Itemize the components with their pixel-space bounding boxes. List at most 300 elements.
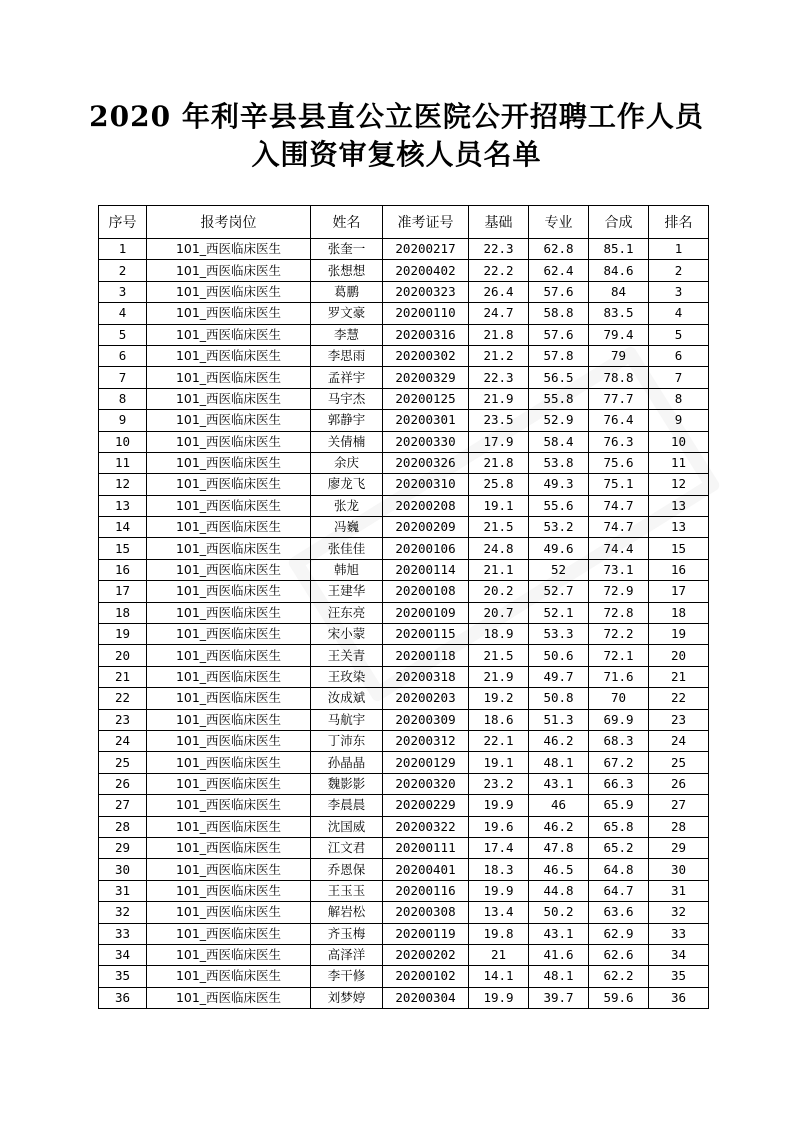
cell-index: 11	[99, 452, 147, 473]
cell-total-score: 66.3	[589, 773, 649, 794]
cell-rank: 16	[649, 559, 709, 580]
cell-name: 李慧	[311, 324, 383, 345]
cell-rank: 17	[649, 581, 709, 602]
table-row	[99, 795, 709, 816]
cell-exam-number: 20200110	[383, 303, 469, 324]
cell-name: 葛鹏	[311, 281, 383, 302]
cell-index: 6	[99, 345, 147, 366]
cell-professional-score: 51.3	[529, 709, 589, 730]
cell-total-score: 65.2	[589, 837, 649, 858]
cell-name: 解岩松	[311, 902, 383, 923]
header-position: 报考岗位	[147, 206, 311, 239]
cell-name: 汝成斌	[311, 688, 383, 709]
cell-basic-score: 13.4	[469, 902, 529, 923]
cell-position: 101_西医临床医生	[147, 431, 311, 452]
cell-name: 韩旭	[311, 559, 383, 580]
cell-position: 101_西医临床医生	[147, 880, 311, 901]
cell-name: 关倩楠	[311, 431, 383, 452]
table-body	[99, 239, 709, 1009]
cell-basic-score: 21.9	[469, 388, 529, 409]
cell-professional-score: 39.7	[529, 987, 589, 1008]
cell-position: 101_西医临床医生	[147, 324, 311, 345]
cell-index: 5	[99, 324, 147, 345]
cell-name: 齐玉梅	[311, 923, 383, 944]
cell-professional-score: 50.8	[529, 688, 589, 709]
cell-basic-score: 21.1	[469, 559, 529, 580]
cell-position: 101_西医临床医生	[147, 495, 311, 516]
cell-name: 王玫染	[311, 666, 383, 687]
cell-professional-score: 50.2	[529, 902, 589, 923]
cell-professional-score: 53.3	[529, 624, 589, 645]
cell-exam-number: 20200309	[383, 709, 469, 730]
cell-name: 马宇杰	[311, 388, 383, 409]
table-row	[99, 452, 709, 473]
cell-exam-number: 20200312	[383, 730, 469, 751]
cell-total-score: 74.7	[589, 495, 649, 516]
cell-exam-number: 20200320	[383, 773, 469, 794]
cell-total-score: 72.2	[589, 624, 649, 645]
table-row	[99, 709, 709, 730]
cell-total-score: 75.1	[589, 474, 649, 495]
header-index: 序号	[99, 206, 147, 239]
table-row	[99, 966, 709, 987]
header-total-score: 合成	[589, 206, 649, 239]
cell-rank: 3	[649, 281, 709, 302]
cell-position: 101_西医临床医生	[147, 281, 311, 302]
cell-exam-number: 20200330	[383, 431, 469, 452]
cell-index: 4	[99, 303, 147, 324]
cell-name: 乔恩保	[311, 859, 383, 880]
cell-professional-score: 41.6	[529, 944, 589, 965]
cell-total-score: 59.6	[589, 987, 649, 1008]
cell-position: 101_西医临床医生	[147, 345, 311, 366]
cell-name: 李思雨	[311, 345, 383, 366]
cell-basic-score: 21.8	[469, 452, 529, 473]
cell-name: 冯巍	[311, 517, 383, 538]
cell-total-score: 74.7	[589, 517, 649, 538]
cell-rank: 5	[649, 324, 709, 345]
cell-exam-number: 20200402	[383, 260, 469, 281]
cell-name: 张想想	[311, 260, 383, 281]
table-row	[99, 688, 709, 709]
cell-professional-score: 52	[529, 559, 589, 580]
cell-basic-score: 19.6	[469, 816, 529, 837]
cell-position: 101_西医临床医生	[147, 517, 311, 538]
cell-name: 魏影影	[311, 773, 383, 794]
table-row	[99, 773, 709, 794]
cell-professional-score: 48.1	[529, 966, 589, 987]
cell-index: 2	[99, 260, 147, 281]
cell-basic-score: 19.9	[469, 987, 529, 1008]
table-row	[99, 495, 709, 516]
cell-exam-number: 20200102	[383, 966, 469, 987]
cell-index: 28	[99, 816, 147, 837]
cell-position: 101_西医临床医生	[147, 837, 311, 858]
cell-exam-number: 20200116	[383, 880, 469, 901]
cell-total-score: 67.2	[589, 752, 649, 773]
cell-exam-number: 20200208	[383, 495, 469, 516]
cell-name: 沈国威	[311, 816, 383, 837]
cell-name: 罗文豪	[311, 303, 383, 324]
table-row	[99, 367, 709, 388]
cell-index: 16	[99, 559, 147, 580]
cell-rank: 10	[649, 431, 709, 452]
cell-professional-score: 62.8	[529, 239, 589, 260]
cell-index: 26	[99, 773, 147, 794]
cell-total-score: 79.4	[589, 324, 649, 345]
cell-total-score: 62.6	[589, 944, 649, 965]
cell-exam-number: 20200106	[383, 538, 469, 559]
cell-position: 101_西医临床医生	[147, 645, 311, 666]
cell-basic-score: 14.1	[469, 966, 529, 987]
cell-professional-score: 53.8	[529, 452, 589, 473]
cell-basic-score: 21.5	[469, 645, 529, 666]
cell-exam-number: 20200302	[383, 345, 469, 366]
cell-total-score: 73.1	[589, 559, 649, 580]
cell-rank: 20	[649, 645, 709, 666]
cell-index: 29	[99, 837, 147, 858]
cell-index: 3	[99, 281, 147, 302]
header-exam-number: 准考证号	[383, 206, 469, 239]
cell-rank: 13	[649, 517, 709, 538]
cell-rank: 35	[649, 966, 709, 987]
cell-index: 24	[99, 730, 147, 751]
cell-rank: 21	[649, 666, 709, 687]
table-row	[99, 944, 709, 965]
cell-basic-score: 17.4	[469, 837, 529, 858]
table-row	[99, 816, 709, 837]
cell-exam-number: 20200323	[383, 281, 469, 302]
cell-name: 高泽洋	[311, 944, 383, 965]
cell-name: 汪东亮	[311, 602, 383, 623]
cell-index: 1	[99, 239, 147, 260]
cell-position: 101_西医临床医生	[147, 730, 311, 751]
cell-rank: 6	[649, 345, 709, 366]
cell-professional-score: 52.1	[529, 602, 589, 623]
cell-professional-score: 46.2	[529, 816, 589, 837]
table-row	[99, 388, 709, 409]
cell-professional-score: 46.2	[529, 730, 589, 751]
cell-rank: 25	[649, 752, 709, 773]
cell-total-score: 72.8	[589, 602, 649, 623]
cell-rank: 11	[649, 452, 709, 473]
cell-position: 101_西医临床医生	[147, 966, 311, 987]
cell-total-score: 77.7	[589, 388, 649, 409]
table-row	[99, 645, 709, 666]
cell-professional-score: 43.1	[529, 923, 589, 944]
cell-basic-score: 18.9	[469, 624, 529, 645]
table-row	[99, 517, 709, 538]
cell-exam-number: 20200217	[383, 239, 469, 260]
cell-basic-score: 26.4	[469, 281, 529, 302]
cell-rank: 7	[649, 367, 709, 388]
table-row	[99, 559, 709, 580]
cell-basic-score: 21.9	[469, 666, 529, 687]
cell-exam-number: 20200316	[383, 324, 469, 345]
table-row	[99, 987, 709, 1008]
cell-index: 10	[99, 431, 147, 452]
cell-rank: 2	[649, 260, 709, 281]
cell-exam-number: 20200108	[383, 581, 469, 602]
cell-rank: 30	[649, 859, 709, 880]
cell-index: 20	[99, 645, 147, 666]
cell-exam-number: 20200202	[383, 944, 469, 965]
cell-name: 江文君	[311, 837, 383, 858]
cell-rank: 8	[649, 388, 709, 409]
cell-position: 101_西医临床医生	[147, 944, 311, 965]
cell-basic-score: 19.1	[469, 752, 529, 773]
cell-basic-score: 21	[469, 944, 529, 965]
cell-rank: 1	[649, 239, 709, 260]
cell-exam-number: 20200114	[383, 559, 469, 580]
cell-exam-number: 20200111	[383, 837, 469, 858]
cell-position: 101_西医临床医生	[147, 773, 311, 794]
cell-basic-score: 18.3	[469, 859, 529, 880]
cell-index: 14	[99, 517, 147, 538]
cell-exam-number: 20200301	[383, 410, 469, 431]
cell-rank: 29	[649, 837, 709, 858]
cell-position: 101_西医临床医生	[147, 859, 311, 880]
cell-professional-score: 56.5	[529, 367, 589, 388]
cell-total-score: 74.4	[589, 538, 649, 559]
cell-basic-score: 22.2	[469, 260, 529, 281]
cell-rank: 19	[649, 624, 709, 645]
cell-rank: 33	[649, 923, 709, 944]
cell-position: 101_西医临床医生	[147, 688, 311, 709]
table-row	[99, 345, 709, 366]
cell-exam-number: 20200329	[383, 367, 469, 388]
cell-position: 101_西医临床医生	[147, 624, 311, 645]
cell-basic-score: 22.3	[469, 239, 529, 260]
cell-exam-number: 20200119	[383, 923, 469, 944]
cell-rank: 24	[649, 730, 709, 751]
cell-professional-score: 47.8	[529, 837, 589, 858]
cell-professional-score: 57.8	[529, 345, 589, 366]
cell-total-score: 76.3	[589, 431, 649, 452]
cell-exam-number: 20200125	[383, 388, 469, 409]
cell-total-score: 84.6	[589, 260, 649, 281]
cell-total-score: 69.9	[589, 709, 649, 730]
cell-basic-score: 24.8	[469, 538, 529, 559]
cell-index: 8	[99, 388, 147, 409]
cell-index: 31	[99, 880, 147, 901]
cell-total-score: 76.4	[589, 410, 649, 431]
cell-basic-score: 23.2	[469, 773, 529, 794]
table-row	[99, 581, 709, 602]
cell-rank: 15	[649, 538, 709, 559]
cell-rank: 18	[649, 602, 709, 623]
cell-basic-score: 19.1	[469, 495, 529, 516]
cell-index: 27	[99, 795, 147, 816]
candidate-table	[98, 205, 709, 1009]
cell-index: 30	[99, 859, 147, 880]
cell-exam-number: 20200304	[383, 987, 469, 1008]
cell-total-score: 65.8	[589, 816, 649, 837]
cell-position: 101_西医临床医生	[147, 367, 311, 388]
cell-position: 101_西医临床医生	[147, 752, 311, 773]
cell-index: 35	[99, 966, 147, 987]
document-title-line2: 入围资审复核人员名单	[251, 138, 542, 171]
cell-position: 101_西医临床医生	[147, 388, 311, 409]
table-row	[99, 602, 709, 623]
cell-position: 101_西医临床医生	[147, 709, 311, 730]
cell-basic-score: 20.7	[469, 602, 529, 623]
cell-name: 孙晶晶	[311, 752, 383, 773]
table-row	[99, 239, 709, 260]
cell-rank: 22	[649, 688, 709, 709]
cell-professional-score: 49.3	[529, 474, 589, 495]
cell-name: 孟祥宇	[311, 367, 383, 388]
cell-exam-number: 20200203	[383, 688, 469, 709]
cell-total-score: 85.1	[589, 239, 649, 260]
cell-position: 101_西医临床医生	[147, 816, 311, 837]
cell-index: 7	[99, 367, 147, 388]
cell-name: 张龙	[311, 495, 383, 516]
cell-name: 王建华	[311, 581, 383, 602]
cell-basic-score: 19.2	[469, 688, 529, 709]
cell-index: 19	[99, 624, 147, 645]
cell-position: 101_西医临床医生	[147, 602, 311, 623]
cell-total-score: 83.5	[589, 303, 649, 324]
cell-name: 宋小蒙	[311, 624, 383, 645]
cell-total-score: 72.1	[589, 645, 649, 666]
cell-name: 李干修	[311, 966, 383, 987]
cell-index: 13	[99, 495, 147, 516]
cell-exam-number: 20200318	[383, 666, 469, 687]
cell-professional-score: 55.6	[529, 495, 589, 516]
cell-exam-number: 20200326	[383, 452, 469, 473]
cell-total-score: 75.6	[589, 452, 649, 473]
cell-position: 101_西医临床医生	[147, 239, 311, 260]
cell-basic-score: 20.2	[469, 581, 529, 602]
cell-professional-score: 50.6	[529, 645, 589, 666]
cell-total-score: 70	[589, 688, 649, 709]
header-professional-score: 专业	[529, 206, 589, 239]
cell-total-score: 62.9	[589, 923, 649, 944]
cell-professional-score: 57.6	[529, 324, 589, 345]
cell-basic-score: 22.3	[469, 367, 529, 388]
cell-index: 21	[99, 666, 147, 687]
cell-exam-number: 20200115	[383, 624, 469, 645]
cell-exam-number: 20200129	[383, 752, 469, 773]
cell-rank: 28	[649, 816, 709, 837]
header-basic-score: 基础	[469, 206, 529, 239]
cell-exam-number: 20200322	[383, 816, 469, 837]
cell-rank: 34	[649, 944, 709, 965]
cell-index: 17	[99, 581, 147, 602]
table-row	[99, 837, 709, 858]
cell-index: 12	[99, 474, 147, 495]
cell-index: 23	[99, 709, 147, 730]
table-row	[99, 666, 709, 687]
cell-name: 余庆	[311, 452, 383, 473]
document-title-line1: 2020 年利辛县县直公立医院公开招聘工作人员	[89, 100, 704, 133]
cell-index: 34	[99, 944, 147, 965]
cell-exam-number: 20200308	[383, 902, 469, 923]
cell-position: 101_西医临床医生	[147, 538, 311, 559]
cell-name: 李晨晨	[311, 795, 383, 816]
cell-basic-score: 17.9	[469, 431, 529, 452]
cell-professional-score: 49.7	[529, 666, 589, 687]
cell-professional-score: 55.8	[529, 388, 589, 409]
table-row	[99, 260, 709, 281]
cell-rank: 31	[649, 880, 709, 901]
cell-position: 101_西医临床医生	[147, 474, 311, 495]
table-row	[99, 474, 709, 495]
cell-index: 32	[99, 902, 147, 923]
cell-rank: 27	[649, 795, 709, 816]
cell-total-score: 79	[589, 345, 649, 366]
cell-professional-score: 44.8	[529, 880, 589, 901]
cell-rank: 4	[649, 303, 709, 324]
cell-index: 25	[99, 752, 147, 773]
cell-professional-score: 46.5	[529, 859, 589, 880]
table-row	[99, 431, 709, 452]
cell-professional-score: 58.8	[529, 303, 589, 324]
cell-position: 101_西医临床医生	[147, 987, 311, 1008]
cell-professional-score: 62.4	[529, 260, 589, 281]
cell-basic-score: 19.8	[469, 923, 529, 944]
cell-index: 36	[99, 987, 147, 1008]
cell-index: 15	[99, 538, 147, 559]
cell-name: 廖龙飞	[311, 474, 383, 495]
table-row	[99, 410, 709, 431]
cell-name: 张奎一	[311, 239, 383, 260]
cell-exam-number: 20200109	[383, 602, 469, 623]
cell-position: 101_西医临床医生	[147, 581, 311, 602]
table-row	[99, 752, 709, 773]
cell-professional-score: 48.1	[529, 752, 589, 773]
table-row	[99, 538, 709, 559]
cell-exam-number: 20200118	[383, 645, 469, 666]
cell-basic-score: 19.9	[469, 880, 529, 901]
cell-rank: 9	[649, 410, 709, 431]
cell-rank: 13	[649, 495, 709, 516]
cell-basic-score: 21.8	[469, 324, 529, 345]
cell-name: 郭静宇	[311, 410, 383, 431]
table-row	[99, 902, 709, 923]
cell-basic-score: 23.5	[469, 410, 529, 431]
table-row	[99, 730, 709, 751]
cell-name: 刘梦婷	[311, 987, 383, 1008]
cell-position: 101_西医临床医生	[147, 410, 311, 431]
cell-exam-number: 20200229	[383, 795, 469, 816]
cell-basic-score: 24.7	[469, 303, 529, 324]
cell-rank: 26	[649, 773, 709, 794]
table-row	[99, 923, 709, 944]
cell-total-score: 78.8	[589, 367, 649, 388]
cell-position: 101_西医临床医生	[147, 902, 311, 923]
cell-rank: 36	[649, 987, 709, 1008]
table-row	[99, 880, 709, 901]
cell-total-score: 62.2	[589, 966, 649, 987]
cell-position: 101_西医临床医生	[147, 303, 311, 324]
cell-index: 9	[99, 410, 147, 431]
cell-position: 101_西医临床医生	[147, 452, 311, 473]
cell-professional-score: 43.1	[529, 773, 589, 794]
cell-total-score: 71.6	[589, 666, 649, 687]
cell-position: 101_西医临床医生	[147, 923, 311, 944]
table-row	[99, 859, 709, 880]
cell-index: 22	[99, 688, 147, 709]
table-row	[99, 324, 709, 345]
cell-total-score: 84	[589, 281, 649, 302]
cell-professional-score: 49.6	[529, 538, 589, 559]
cell-name: 丁沛东	[311, 730, 383, 751]
cell-position: 101_西医临床医生	[147, 559, 311, 580]
cell-total-score: 63.6	[589, 902, 649, 923]
cell-professional-score: 57.6	[529, 281, 589, 302]
